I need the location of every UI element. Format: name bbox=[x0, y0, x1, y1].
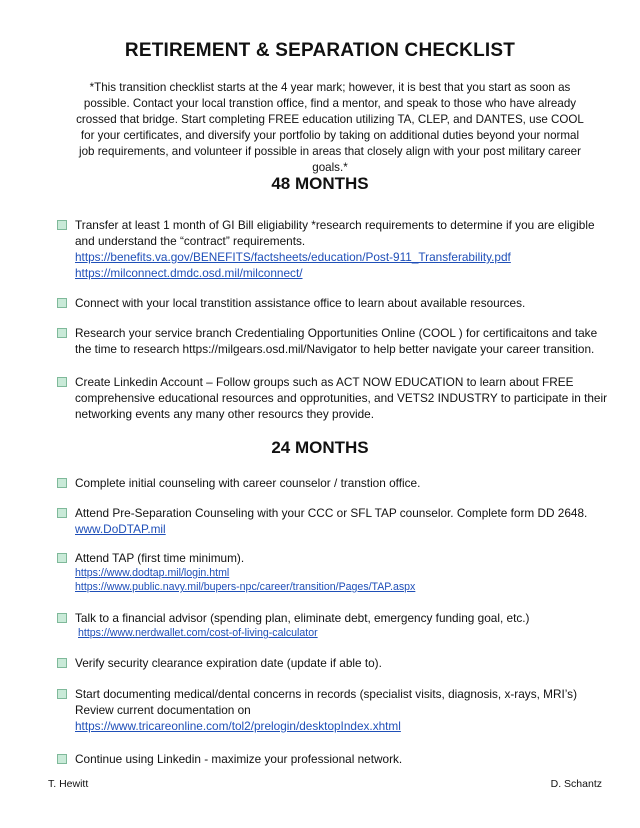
milconnect-link[interactable]: https://milconnect.dmdc.osd.mil/milconnect/ bbox=[75, 266, 303, 280]
checklist-item bbox=[75, 610, 610, 640]
checklist-item bbox=[75, 374, 610, 422]
section-heading-48-months: 48 MONTHS bbox=[271, 174, 369, 193]
checklist-item bbox=[75, 550, 610, 594]
tricare-online-link[interactable]: https://www.tricareonline.com/tol2/prelogin/desktopIndex.xhtml bbox=[75, 719, 401, 733]
item-text: Talk to a financial advisor (spending plan, eliminate debt, emergency funding goal, etc.) bbox=[75, 611, 530, 625]
checklist-item bbox=[75, 475, 610, 491]
checkbox-icon[interactable] bbox=[57, 508, 67, 518]
item-text: Research your service branch Credentialing Opportunities Online (COOL ) for certificaitons and take the time to research https://milgears.osd.mil/Navigator to help better navigate your career transition. bbox=[75, 326, 598, 356]
item-text: Start documenting medical/dental concerns in records (specialist visits, diagnosis, x-rays, MRI’s) Review current documentation on bbox=[75, 687, 578, 717]
intro-paragraph: *This transition checklist starts at the 4 year mark; however, it is best that you start as soon as possible. Contact your local transtion office, find a mentor, and speak to those who have already crossed that bridge. Start completing FREE education utilizing TA, CLEP, and DANTES, use COOL for your certificates, and diversify your portfolio by taking on additional duties beyond your normal job requirements, and volunteer if possible in areas that closely align with your post military career goals.* bbox=[76, 81, 584, 174]
footer-author-right: D. Schantz bbox=[550, 778, 602, 790]
checklist-item bbox=[75, 295, 610, 311]
item-text: Attend Pre-Separation Counseling with your CCC or SFL TAP counselor. Complete form DD 2648. bbox=[75, 506, 588, 520]
checklist-item bbox=[75, 505, 610, 537]
dodtap-link[interactable]: www.DoDTAP.mil bbox=[75, 522, 166, 536]
item-text: Transfer at least 1 month of GI Bill eligiability *research requirements to determine if you are eligible and understand the “contract” requirements. bbox=[75, 218, 595, 248]
checkbox-icon[interactable] bbox=[57, 220, 67, 230]
dodtap-login-link[interactable]: https://www.dodtap.mil/login.html bbox=[75, 567, 230, 579]
checklist-item bbox=[75, 217, 610, 281]
checklist-item bbox=[75, 686, 610, 734]
section-heading-24-months: 24 MONTHS bbox=[271, 438, 369, 457]
checklist-item bbox=[75, 751, 610, 767]
page-title: RETIREMENT & SEPARATION CHECKLIST bbox=[124, 40, 516, 61]
item-text: Verify security clearance expiration date (update if able to). bbox=[75, 656, 382, 670]
footer-author-left: T. Hewitt bbox=[48, 778, 89, 790]
checkbox-icon[interactable] bbox=[57, 613, 67, 623]
navy-tap-link[interactable]: https://www.public.navy.mil/bupers-npc/career/transition/Pages/TAP.aspx bbox=[75, 581, 416, 593]
checkbox-icon[interactable] bbox=[57, 553, 67, 563]
checkbox-icon[interactable] bbox=[57, 298, 67, 308]
checkbox-icon[interactable] bbox=[57, 754, 67, 764]
gi-bill-transfer-link[interactable]: https://benefits.va.gov/BENEFITS/factsheets/education/Post-911_Transferability.pdf bbox=[75, 250, 511, 264]
checklist-item bbox=[75, 325, 610, 357]
checkbox-icon[interactable] bbox=[57, 478, 67, 488]
checkbox-icon[interactable] bbox=[57, 328, 67, 338]
checkbox-icon[interactable] bbox=[57, 658, 67, 668]
checkbox-icon[interactable] bbox=[57, 689, 67, 699]
item-text: Connect with your local transtition assistance office to learn about available resources. bbox=[75, 296, 526, 310]
item-text: Create Linkedin Account – Follow groups such as ACT NOW EDUCATION to learn about FREE comprehensive educational resources and opprotunities, and VETS2 INDUSTRY to participate in their networking events any many other resourcs they provide. bbox=[75, 375, 608, 421]
nerdwallet-link[interactable]: https://www.nerdwallet.com/cost-of-living-calculator bbox=[78, 627, 318, 639]
item-text: Continue using Linkedin - maximize your professional network. bbox=[75, 752, 403, 766]
checkbox-icon[interactable] bbox=[57, 377, 67, 387]
item-text: Complete initial counseling with career counselor / transtion office. bbox=[75, 476, 421, 490]
checklist-item bbox=[75, 655, 610, 671]
item-text: Attend TAP (first time minimum). bbox=[75, 551, 245, 565]
